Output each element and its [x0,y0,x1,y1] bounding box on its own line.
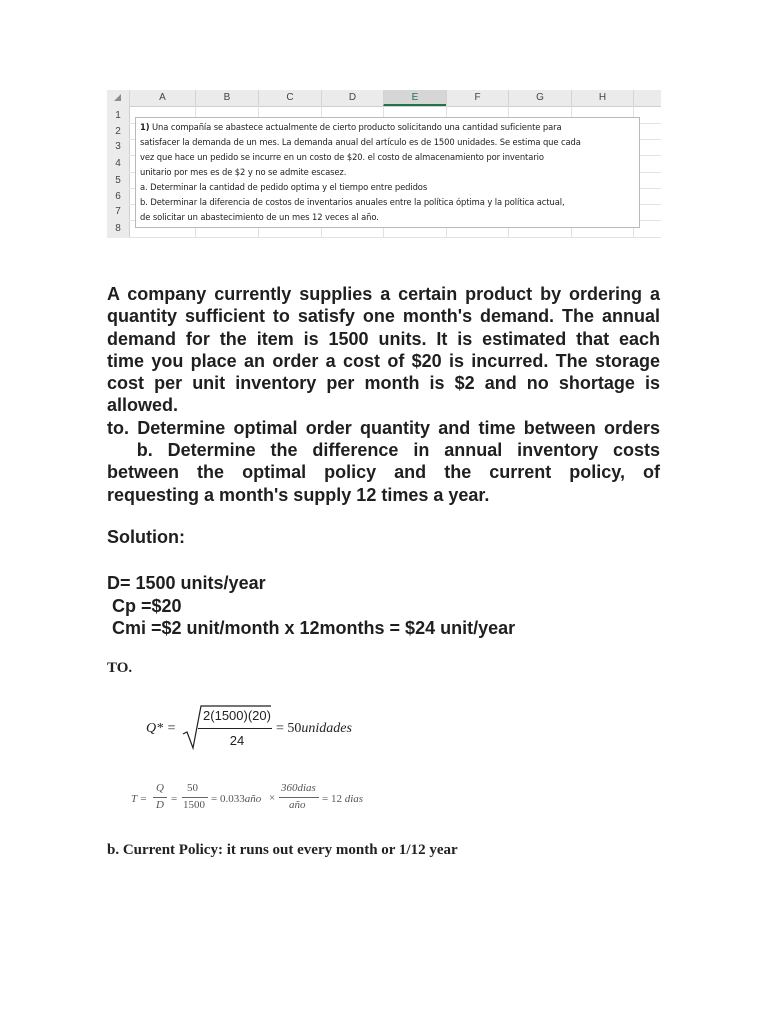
q-numerator: Q [156,782,164,794]
given-holding-cost: Cmi =$2 unit/month x 12months = $24 unit/year [107,618,516,638]
fraction-bar [153,797,167,798]
times-sign: × [269,792,276,804]
column-header-a: A [129,90,195,106]
eoq-denominator: 24 [229,733,245,748]
problem-line: b. Determine the difference in annual inventory costs [107,440,660,461]
column-header-f: F [446,90,508,106]
fraction-bar [182,797,208,798]
demand-denominator: 1500 [183,799,205,811]
row-header-bar [107,106,130,238]
row-header-4: 4 [115,158,121,169]
problem-line: cost per unit inventory per month is $2 and no shortage is [107,373,660,394]
row-header-1: 1 [115,110,121,121]
days-result: = 12 dias [322,793,364,805]
cell-text-line: de solicitar un abastecimiento de un mes 12 veces al año. [140,212,379,222]
eoq-result: = 50unidades [276,721,352,736]
solution-heading: Solution: [107,527,185,547]
row-header-5: 5 [115,175,121,186]
row-header-7: 7 [115,206,121,217]
select-all-triangle-icon [114,94,121,101]
problem-line: between the optimal policy and the current policy, of [107,462,660,483]
problem-line: demand for the item is 1500 units. It is estimated that each [107,328,660,349]
cell-text-line: 1) Una compañía se abastece actualmente de cierto producto solicitando una cantidad suficiente para [140,122,562,132]
part-b-text: b. Current Policy: it runs out every month or 1/12 year [107,842,458,858]
t-symbol: T = [131,793,148,805]
problem-line: A company currently supplies a certain product by ordering a [107,284,660,304]
problem-line: to. Determine optimal order quantity and time between orders [107,417,660,438]
column-header-h: H [571,90,633,106]
column-header-e: E [383,90,446,106]
eoq-numerator: 2(1500)(20) [203,708,271,723]
cell-text-line: b. Determinar la diferencia de costos de inventarios anuales entre la política óptima y la política actual, [140,197,565,207]
d-denominator: D [156,799,164,811]
problem-line: allowed. [107,395,179,416]
given-demand: D= 1500 units/year [107,573,266,593]
eoq-lhs: Q* = [146,721,177,736]
column-header-b: B [195,90,258,106]
equals-sign: = [171,793,178,805]
fifty-numerator: 50 [187,782,198,794]
gridline [129,237,661,238]
cell-text-line: satisfacer la demanda de un mes. La demanda anual del artículo es de 1500 unidades. Se estima que cada [140,137,581,147]
problem-statement [107,283,660,506]
problem-line: requesting a month's supply 12 times a year. [107,484,490,505]
given-values [107,572,515,640]
select-all-corner [107,90,129,106]
spreadsheet-text-box [135,117,640,228]
given-order-cost: Cp =$20 [107,595,182,616]
days-per-year-numerator: 360dias [281,782,316,794]
problem-line: quantity sufficient to satisfy one month's demand. The annual [107,306,660,327]
column-header-i [633,90,661,106]
fraction-bar [279,797,319,798]
problem-line: time you place an order a cost of $20 is incurred. The storage [107,350,660,371]
row-header-2: 2 [115,126,121,137]
part-a-label: TO. [107,660,133,676]
row-header-8: 8 [115,223,121,234]
column-header-bar [107,90,661,107]
year-denominator: año [289,799,306,811]
column-header-g: G [508,90,571,106]
cell-text-line: a. Determinar la cantidad de pedido optima y el tiempo entre pedidos [140,182,428,192]
cell-text-line: unitario por mes es de $2 y no se admite escasez. [140,167,347,177]
fraction-bar [198,728,272,729]
column-header-d: D [321,90,383,106]
eoq-formula [146,704,366,752]
cycle-time-formula [131,781,381,815]
row-header-3: 3 [115,141,121,152]
cell-text-line: vez que hace un pedido se incurre en un costo de $20. el costo de almacenamiento por inventario [140,152,544,162]
years-value: = 0.033año [211,793,262,805]
column-header-c: C [258,90,321,106]
row-header-6: 6 [115,191,121,202]
